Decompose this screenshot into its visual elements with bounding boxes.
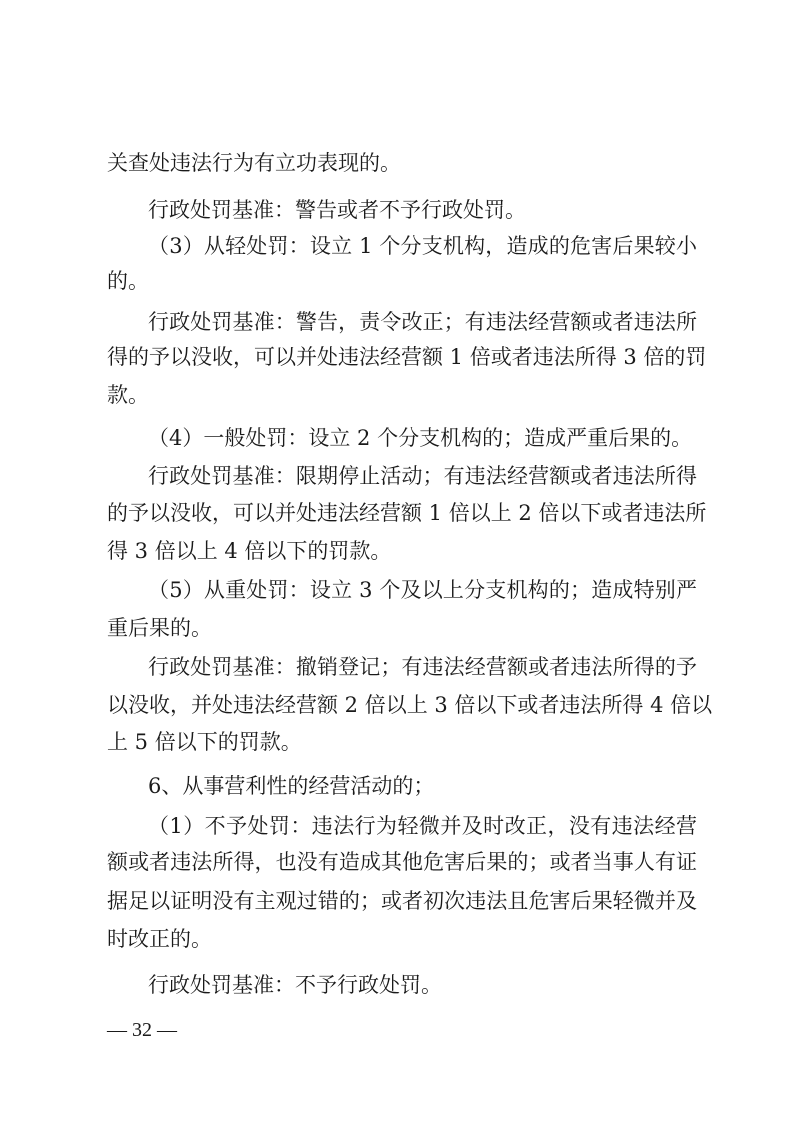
text-line: 额或者违法所得，也没有造成其他危害后果的；或者当事人有证: [107, 850, 697, 874]
text-line: （1）不予处罚：违法行为轻微并及时改正，没有违法经营: [148, 814, 697, 838]
text-line: 行政处罚基准：不予行政处罚。: [148, 973, 442, 997]
text-line: 的。: [107, 269, 149, 293]
text-line: 的予以没收，可以并处违法经营额 1 倍以上 2 倍以下或者违法所: [107, 501, 707, 525]
text-line: （4）一般处罚：设立 2 个分支机构的；造成严重后果的。: [148, 426, 693, 450]
text-line: 行政处罚基准：限期停止活动；有违法经营额或者违法所得: [148, 464, 697, 488]
text-line: 时改正的。: [107, 927, 212, 951]
text-line: 关查处违法行为有立功表现的。: [107, 151, 401, 175]
text-line: 上 5 倍以下的罚款。: [107, 730, 302, 754]
text-line: 6、从事营利性的经营活动的；: [148, 774, 435, 798]
text-line: 行政处罚基准：警告或者不予行政处罚。: [148, 198, 526, 222]
text-line: 得的予以没收，可以并处违法经营额 1 倍或者违法所得 3 倍的罚: [107, 345, 707, 369]
text-line: 以没收，并处违法经营额 2 倍以上 3 倍以下或者违法所得 4 倍以: [107, 693, 713, 717]
text-line: 款。: [107, 383, 149, 407]
text-line: （3）从轻处罚：设立 1 个分支机构，造成的危害后果较小: [148, 234, 697, 258]
text-line: 据足以证明没有主观过错的；或者初次违法且危害后果轻微并及: [107, 889, 697, 913]
text-line: 得 3 倍以上 4 倍以下的罚款。: [107, 539, 392, 563]
text-line: 行政处罚基准：撤销登记；有违法经营额或者违法所得的予: [148, 655, 697, 679]
text-line: 重后果的。: [107, 616, 212, 640]
page-number: — 32 —: [107, 1019, 177, 1041]
text-line: （5）从重处罚：设立 3 个及以上分支机构的；造成特别严: [148, 578, 697, 602]
text-line: 行政处罚基准：警告，责令改正；有违法经营额或者违法所: [148, 310, 697, 334]
